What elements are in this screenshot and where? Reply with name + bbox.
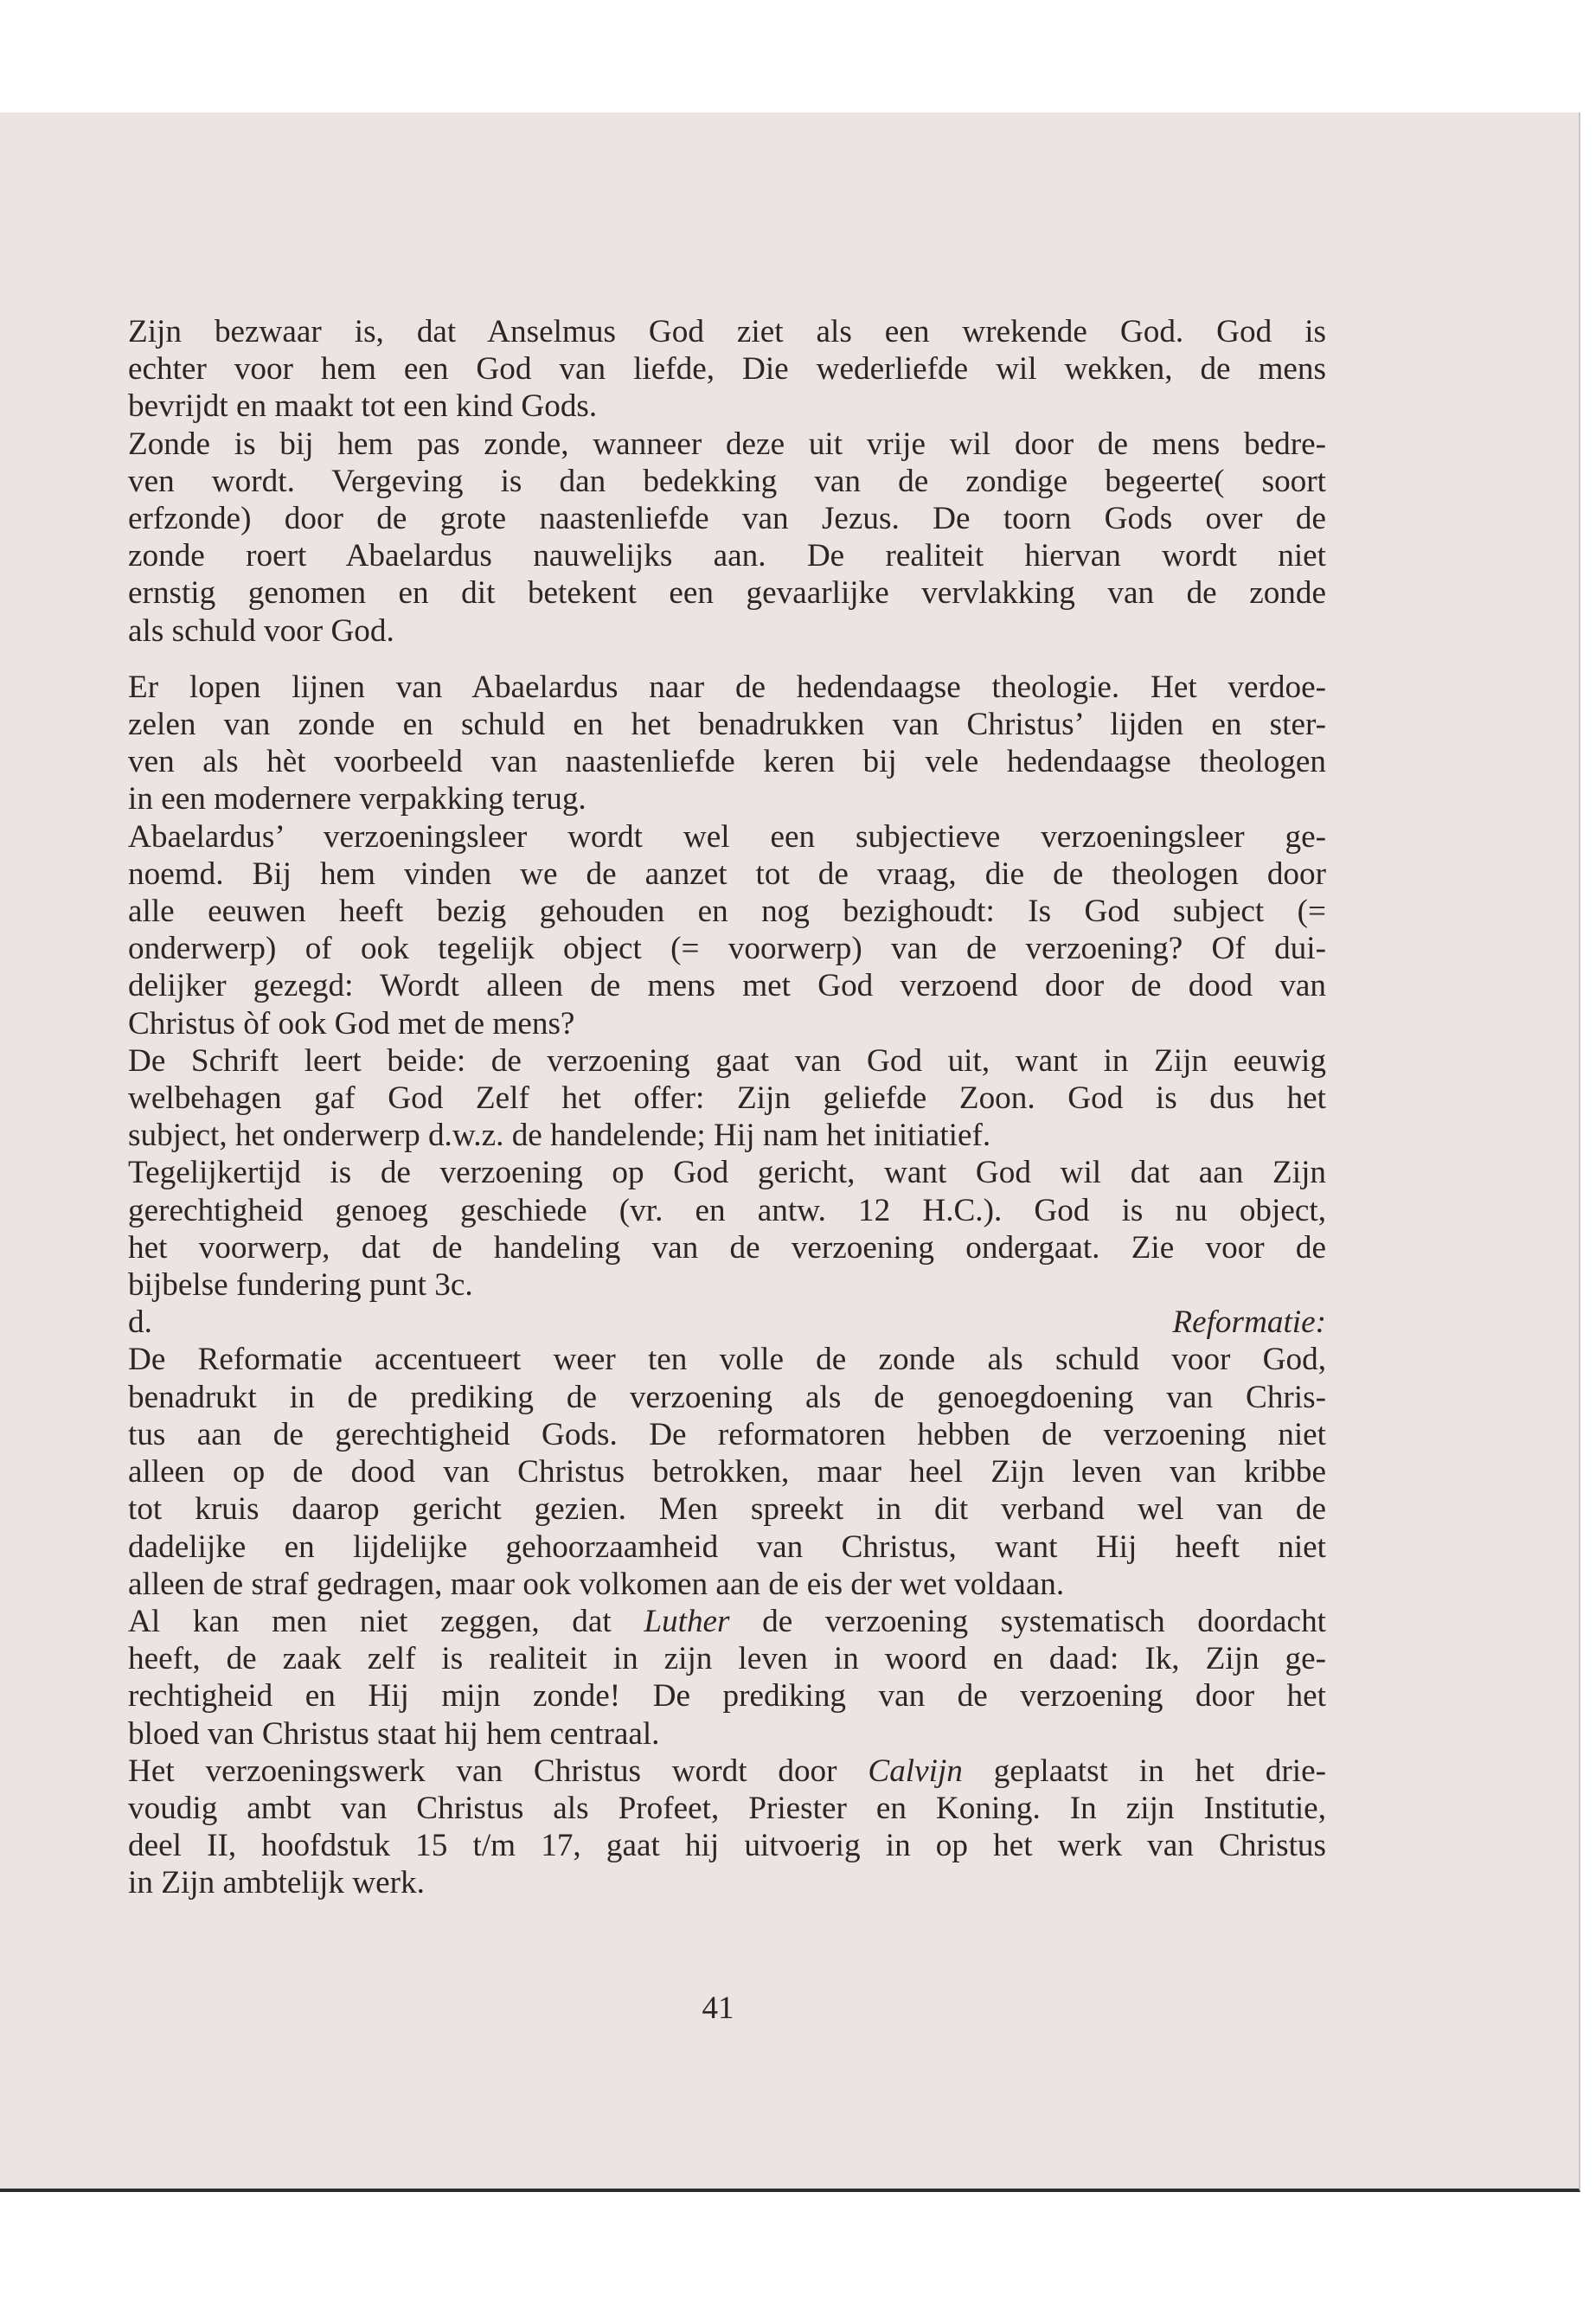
text-line: alle eeuwen heeft bezig gehouden en nog bezighoudt: Is God subject (= [128, 894, 1326, 930]
text-line: dadelijke en lijdelijke gehoorzaamheid van Christus, want Hij heeft niet [128, 1529, 1326, 1565]
text-line: Het verzoeningswerk van Christus wordt door Calvijn geplaatst in het drie- [128, 1753, 1326, 1789]
text-line: ven wordt. Vergeving is dan bedekking van de zondige begeerte( soort [128, 463, 1326, 499]
text-line: tus aan de gerechtigheid Gods. De reformatoren hebben de verzoening niet [128, 1416, 1326, 1452]
section-title: Reformatie: [1172, 1304, 1326, 1341]
body-text [128, 313, 1326, 1902]
section-heading [128, 1304, 1326, 1341]
text-line: voudig ambt van Christus als Profeet, Priester en Koning. In zijn Institutie, [128, 1790, 1326, 1826]
text-line: in een modernere verpakking terug. [128, 781, 586, 817]
text-line: De Reformatie accentueert weer ten volle de zonde als schuld voor God, [128, 1342, 1326, 1378]
text-line: heeft, de zaak zelf is realiteit in zijn leven in woord en daad: Ik, Zijn ge- [128, 1641, 1326, 1677]
section-number: d. [128, 1304, 152, 1341]
text-line: bijbelse fundering punt 3c. [128, 1267, 473, 1304]
text-line: benadrukt in de prediking de verzoening als de genoegdoening van Chris- [128, 1379, 1326, 1415]
text-line: gerechtigheid genoeg geschiede (vr. en antw. 12 H.C.). God is nu object, [128, 1192, 1326, 1228]
text-line: Er lopen lijnen van Abaelardus naar de hedendaagse theologie. Het verdoe- [128, 669, 1326, 705]
text-line: echter voor hem een God van liefde, Die wederliefde wil wekken, de mens [128, 351, 1326, 388]
text-line: onderwerp) of ook tegelijk object (= voorwerp) van de verzoening? Of dui- [128, 931, 1326, 967]
text-line: alleen de straf gedragen, maar ook volkomen aan de eis der wet voldaan. [128, 1566, 1065, 1602]
text-line: bevrijdt en maakt tot een kind Gods. [128, 388, 598, 425]
text-line: Tegelijkertijd is de verzoening op God gericht, want God wil dat aan Zijn [128, 1155, 1326, 1191]
text-line: zonde roert Abaelardus nauwelijks aan. De realiteit hiervan wordt niet [128, 538, 1326, 574]
book-page [0, 112, 1580, 2192]
text-line: ven als hèt voorbeeld van naastenliefde keren bij vele hedendaagse theologen [128, 744, 1326, 780]
page-number: 41 [702, 1990, 734, 2026]
text-line: rechtigheid en Hij mijn zonde! De prediking van de verzoening door het [128, 1678, 1326, 1715]
text-line: De Schrift leert beide: de verzoening gaat van God uit, want in Zijn eeuwig [128, 1042, 1326, 1079]
text-line: Al kan men niet zeggen, dat Luther de verzoening systematisch doordacht [128, 1603, 1326, 1639]
text-line: noemd. Bij hem vinden we de aanzet tot de vraag, die de theologen door [128, 856, 1326, 892]
text-line: delijker gezegd: Wordt alleen de mens met God verzoend door de dood van [128, 968, 1326, 1004]
text-line: subject, het onderwerp d.w.z. de handelende; Hij nam het initiatief. [128, 1118, 991, 1154]
text-line: Zijn bezwaar is, dat Anselmus God ziet als een wrekende God. God is [128, 314, 1326, 349]
text-line: als schuld voor God. [128, 612, 394, 649]
text-line: ernstig genomen en dit betekent een gevaarlijke vervlakking van de zonde [128, 575, 1326, 612]
text-line: erfzonde) door de grote naastenliefde van Jezus. De toorn Gods over de [128, 501, 1326, 537]
text-line: bloed van Christus staat hij hem centraal. [128, 1715, 660, 1752]
text-line: alleen op de dood van Christus betrokken, maar heel Zijn leven van kribbe [128, 1454, 1326, 1490]
text-line: Zonde is bij hem pas zonde, wanneer deze uit vrije wil door de mens bedre- [128, 426, 1326, 462]
text-line: in Zijn ambtelijk werk. [128, 1865, 425, 1901]
text-line: tot kruis daarop gericht gezien. Men spreekt in dit verband wel van de [128, 1491, 1326, 1528]
text-line: deel II, hoofdstuk 15 t/m 17, gaat hij uitvoerig in op het werk van Christus [128, 1828, 1326, 1864]
text-line: het voorwerp, dat de handeling van de verzoening ondergaat. Zie voor de [128, 1229, 1326, 1266]
text-line: Christus òf ook God met de mens? [128, 1005, 575, 1042]
text-line: welbehagen gaf God Zelf het offer: Zijn geliefde Zoon. God is dus het [128, 1080, 1326, 1117]
text-line: Abaelardus’ verzoeningsleer wordt wel een subjectieve verzoeningsleer ge- [128, 818, 1326, 855]
text-line: zelen van zonde en schuld en het benadrukken van Christus’ lijden en ster- [128, 707, 1326, 743]
